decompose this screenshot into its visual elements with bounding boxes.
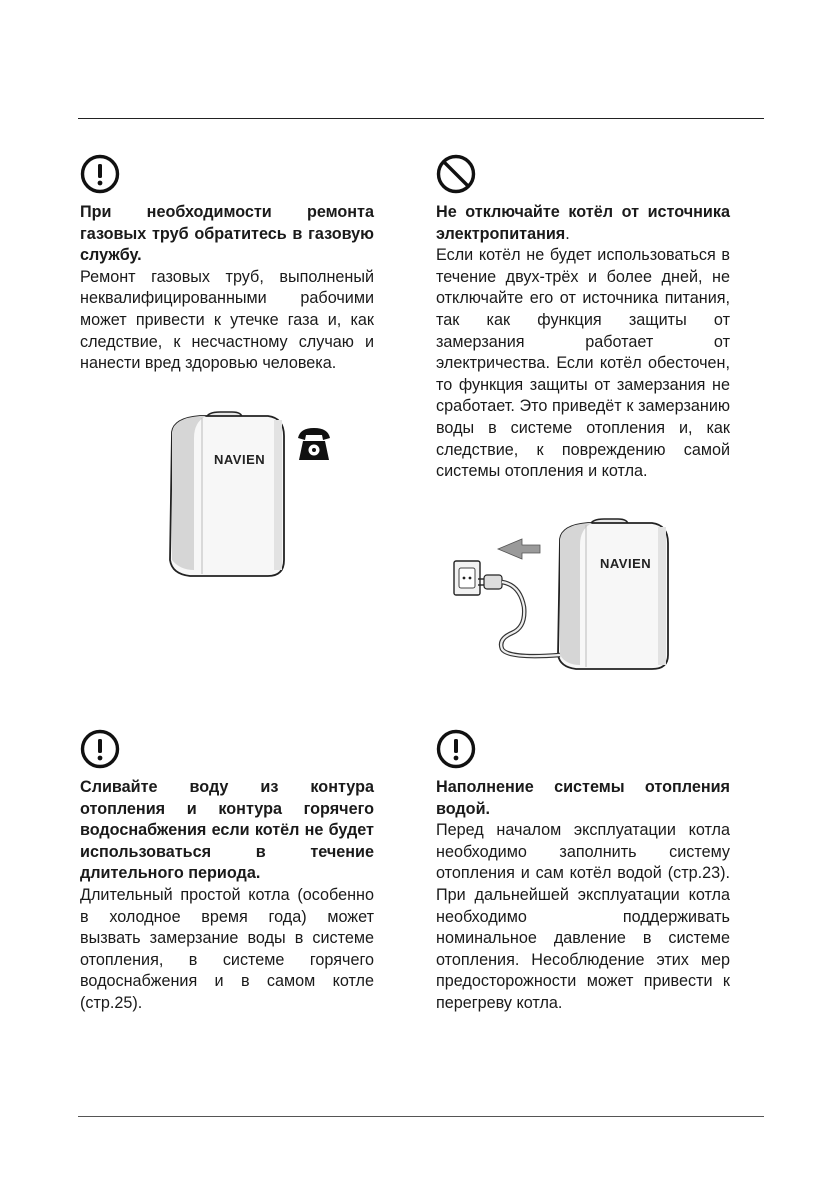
warning-body: Ремонт газовых труб, выполненый неквалифицированными рабочими может привести к утечке газа и, как следствие, к несчастному случаю и нанести вред здоровью человека. bbox=[80, 267, 374, 373]
warning-block-drain-water bbox=[80, 729, 374, 1015]
warning-body: Перед началом эксплуатации котла необходимо заполнить систему отопления и сам котёл водой (стр.23). При дальнейшей эксплуатации котла необходимо поддерживать номинальное давление в системе отопления. Несоблюдение этих мер предосторожности может привести к перегреву котла. bbox=[436, 821, 730, 1012]
warning-icon bbox=[80, 729, 120, 769]
prohibition-icon bbox=[436, 154, 476, 194]
telephone-icon bbox=[298, 428, 330, 460]
boiler-plug-illustration bbox=[440, 515, 680, 675]
power-plug-icon bbox=[478, 575, 560, 656]
prohibition-body: Если котёл не будет использоваться в течение двух-трёх и более дней, не отключайте его от источника питания, так как функция защиты от замерзания работает от электричества. Если котёл обесточен, то функция защиты от замерзания не сработает. Это приведёт к замерзанию воды в системе отопления и, как следствие, к повреждению самой системы отопления и котла. bbox=[436, 246, 730, 481]
warning-heading: При необходимости ремонта газовых труб обратитесь в газовую службу. bbox=[80, 203, 374, 265]
warning-body: Длительный простой котла (особенно в холодное время года) может вызвать замерзание воды в системе отопления, в системе горячего водоснабжения и в самом котле (стр.25). bbox=[80, 885, 374, 1012]
arrow-icon bbox=[498, 539, 540, 559]
boiler-brand-logo: NAVIEN bbox=[214, 452, 266, 467]
warning-heading: Наполнение системы отопления водой. bbox=[436, 778, 730, 818]
top-rule bbox=[78, 118, 764, 119]
warning-block-gas-pipes bbox=[80, 154, 374, 375]
boiler-phone-illustration bbox=[160, 410, 350, 585]
warning-icon bbox=[80, 154, 120, 194]
prohibition-heading bbox=[436, 202, 730, 245]
wall-socket-icon bbox=[454, 561, 480, 595]
warning-icon bbox=[436, 729, 476, 769]
prohibition-block-power bbox=[436, 154, 730, 483]
warning-block-fill-system bbox=[436, 729, 730, 1015]
bottom-rule bbox=[78, 1116, 764, 1117]
heading-period: . bbox=[565, 224, 570, 243]
warning-heading: Сливайте воду из контура отопления и контура горячего водоснабжения если котёл не будет использоваться в течение длительного периода. bbox=[80, 778, 374, 883]
boiler-brand-logo: NAVIEN bbox=[600, 556, 652, 571]
prohibition-heading-text: Не отключайте котёл от источника электропитания bbox=[436, 203, 730, 243]
